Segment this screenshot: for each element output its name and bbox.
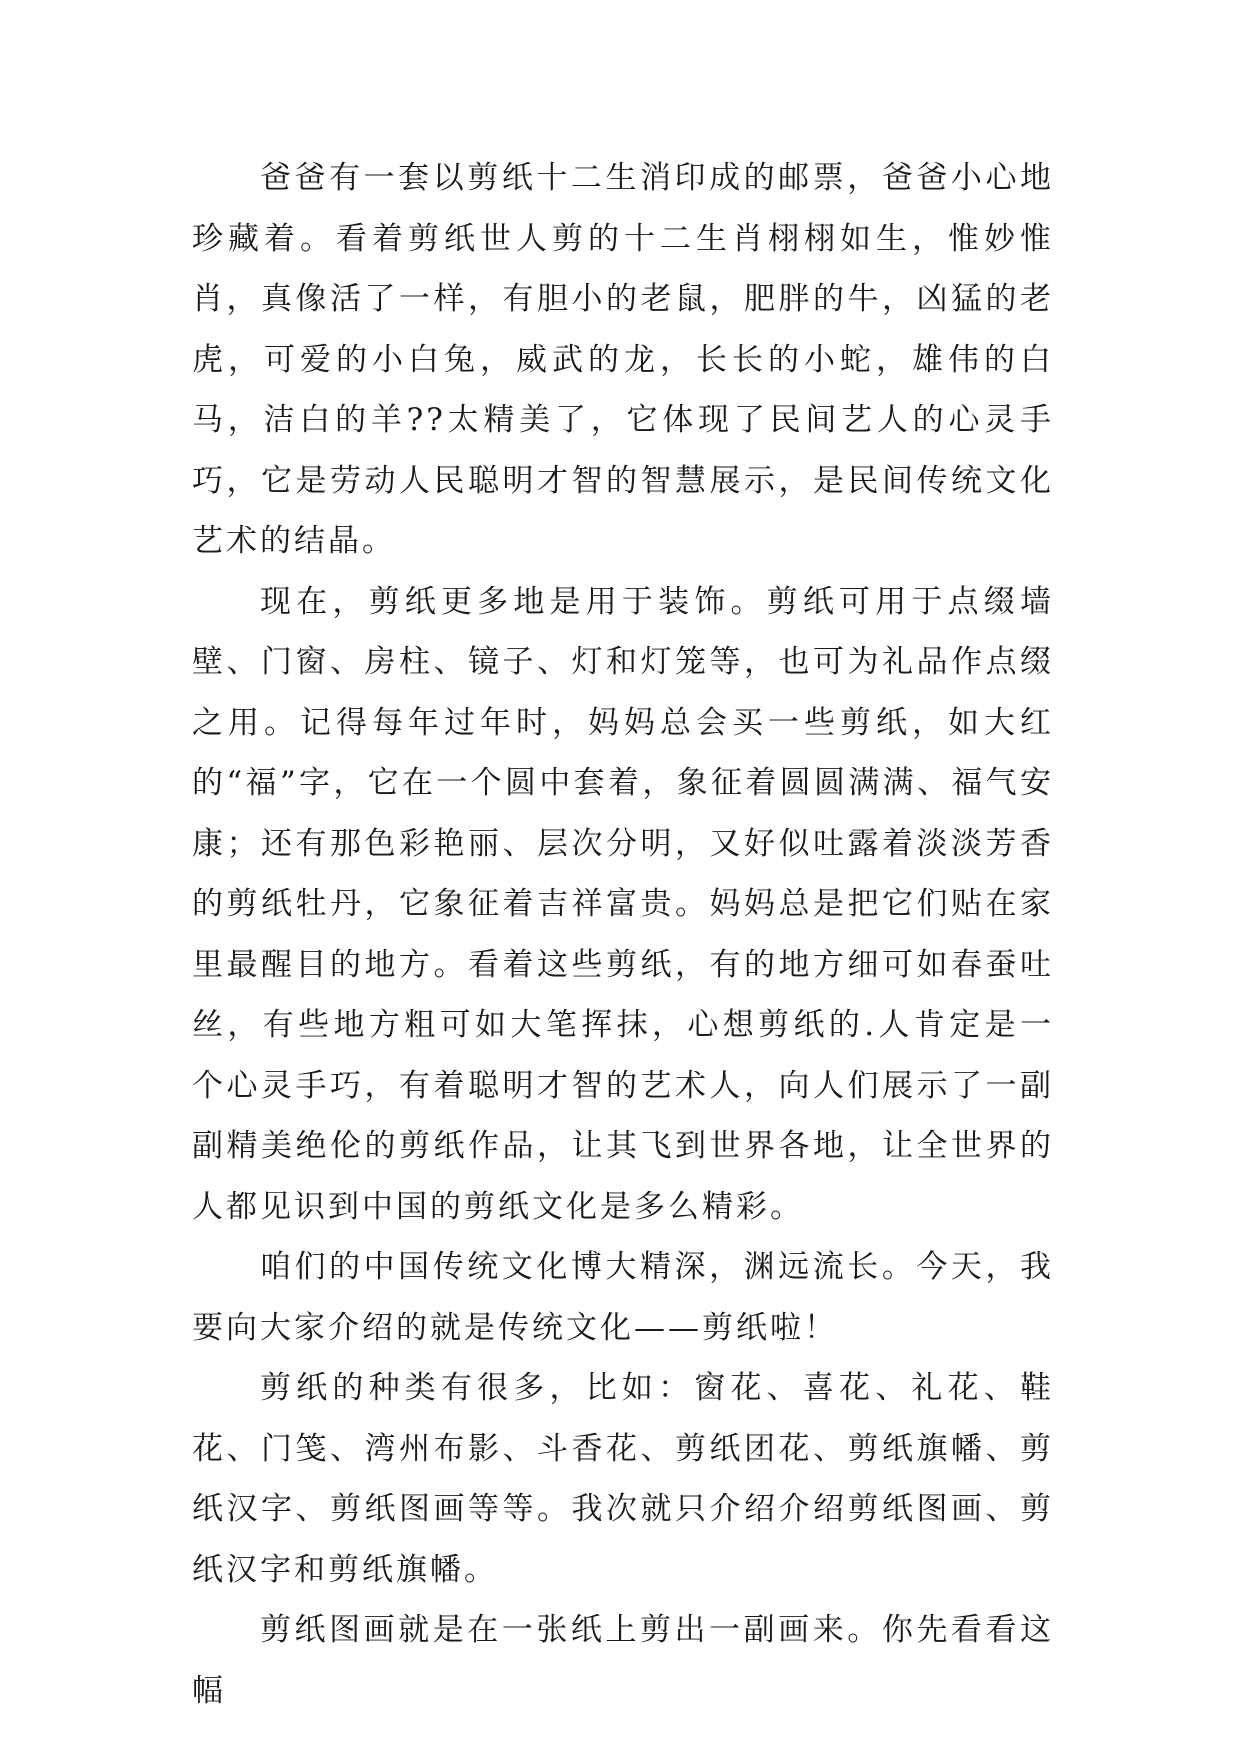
document-body bbox=[192, 148, 1054, 1721]
paragraph-introduction: 咱们的中国传统文化博大精深，渊远流长。今天，我要向大家介绍的就是传统文化——剪纸啦！ bbox=[192, 1249, 1054, 1346]
paragraph-types: 剪纸的种类有很多，比如：窗花、喜花、礼花、鞋花、门笺、湾州布影、斗香花、剪纸团花、剪纸旗幡、剪纸汉字、剪纸图画等等。我次就只介绍介绍剪纸图画、剪纸汉字和剪纸旗幡。 bbox=[192, 1370, 1054, 1588]
paragraph-decoration: 现在，剪纸更多地是用于装饰。剪纸可用于点缀墙壁、门窗、房柱、镜子、灯和灯笼等，也可为礼品作点缀之用。记得每年过年时，妈妈总会买一些剪纸，如大红的“福”字，它在一个圆中套着，象征着圆圆满满、福气安康；还有那色彩艳丽、层次分明，又好似吐露着淡淡芳香的剪纸牡丹，它象征着吉祥富贵。妈妈总是把它们贴在家里最醒目的地方。看着这些剪纸，有的地方细可如春蚕吐丝，有些地方粗可如大笔挥抹，心想剪纸的.人肯定是一个心灵手巧，有着聪明才智的艺术人，向人们展示了一副副精美绝伦的剪纸作品，让其飞到世界各地，让全世界的人都见识到中国的剪纸文化是多么精彩。 bbox=[192, 583, 1054, 1225]
paragraph-stamps: 爸爸有一套以剪纸十二生消印成的邮票，爸爸小心地珍藏着。看着剪纸世人剪的十二生肖栩栩如生，惟妙惟肖，真像活了一样，有胆小的老鼠，肥胖的牛，凶猛的老虎，可爱的小白兔，威武的龙，长长的小蛇，雄伟的白马，洁白的羊??太精美了，它体现了民间艺人的心灵手巧，它是劳动人民聪明才智的智慧展示，是民间传统文化艺术的结晶。 bbox=[192, 160, 1054, 559]
paragraph-picture-cutting: 剪纸图画就是在一张纸上剪出一副画来。你先看看这幅 bbox=[192, 1612, 1054, 1709]
